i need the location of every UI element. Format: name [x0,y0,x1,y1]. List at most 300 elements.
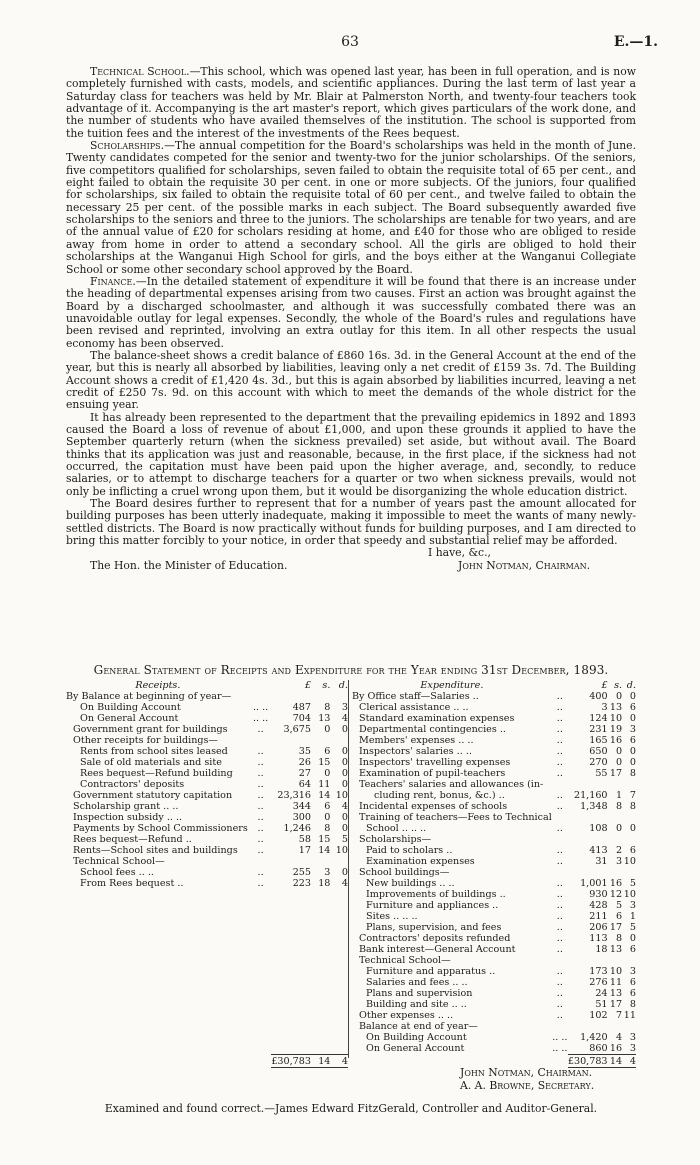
statement-row [352,702,636,713]
row-label: Rents—School sites and buildings [73,845,238,856]
row-pounds: 17 [298,845,311,856]
row-pounds: 55 [595,768,608,779]
row-shillings: 4 [615,1032,623,1043]
row-shillings: 1 [615,790,623,801]
expenditure-table [352,680,636,1068]
row-label: Members' expenses .. .. [359,735,474,746]
row-label: By Balance at beginning of year— [66,691,232,702]
spacer-row [66,900,348,911]
row-label: Sale of old materials and site [80,757,222,768]
statement-row [352,1010,636,1021]
row-shillings: 17 [609,922,623,933]
expenditure-heading: Expenditure. [420,680,484,691]
row-label: Examination of pupil-teachers [359,768,506,779]
spacer-row [66,911,348,922]
statement-row [66,702,348,713]
row-pence: 3 [629,1043,636,1054]
row-label: Other receipts for buildings— [73,735,219,746]
row-shillings [608,1021,623,1032]
row-shillings: 6 [324,801,331,812]
row-pence: 7 [629,790,636,801]
spacer-row [66,1043,348,1054]
row-leader-dots: .. [556,889,563,900]
row-leader-dots: .. .. [552,1043,568,1054]
row-leader-dots: .. .. [252,702,269,713]
row-shillings [608,867,623,878]
row-shillings: 11 [609,977,623,988]
statement-row [66,746,348,757]
row-label: Technical School— [73,856,165,867]
row-pounds: 18 [595,944,608,955]
spacer-row [66,999,348,1010]
row-pence: 10 [335,845,348,856]
statement-row [352,900,636,911]
paragraph-balance-sheet: The balance-sheet shows a credit balance of £860 16s. 3d. in the General Account at the end of the year, but this is nearly all absorbed by liabilities, leaving only a net credit of £159 3s. 7d. The Building Account shows a credit of £1,420 4s. 3d., but this is again absorbed by liabilities incurred, leaving a net credit of £250 7s. 9d. on this account with which to meet the demands of the whole district for the ensuing year. [66,348,636,412]
row-pence: 11 [623,1010,636,1021]
row-label: Paid to scholars .. [366,845,453,856]
statement-row [352,735,636,746]
row-leader-dots: .. [556,1010,563,1021]
row-pence: 5 [629,878,636,889]
row-pence: 10 [623,856,636,867]
row-pence: 8 [629,768,636,779]
row-label: Technical School— [359,955,451,966]
spacer-row [66,988,348,999]
row-label: Salaries and fees .. .. [366,977,468,988]
row-pence [622,779,636,790]
statement-row [352,757,636,768]
shillings-header: s. [322,680,331,691]
row-leader-dots [552,867,568,878]
row-pence: 0 [341,779,348,790]
statement-row [352,944,636,955]
statement-row [66,790,348,801]
total-shillings: 14 [608,1055,623,1068]
row-shillings: 8 [324,702,331,713]
row-pence [330,735,348,746]
pence-header: d. [338,680,348,691]
statement-row [352,845,636,856]
row-pounds: 124 [589,713,608,724]
spacer-row [66,977,348,988]
row-pence: 3 [629,724,636,735]
row-pounds: 21,160 [573,790,608,801]
row-leader-dots: .. [556,900,563,911]
row-leader-dots [552,779,568,790]
heading-technical-school: Technical School. [90,65,190,78]
row-shillings: 13 [609,988,623,999]
row-pounds: 24 [595,988,608,999]
row-shillings: 12 [609,889,623,900]
statement-row [352,966,636,977]
report-body [66,66,636,572]
row-label: Plans, supervision, and fees [366,922,502,933]
row-pounds [271,735,311,746]
row-shillings [608,955,623,966]
document-reference: E.—1. [613,34,658,50]
row-pounds: 930 [589,889,608,900]
row-label: Standard examination expenses [359,713,515,724]
statement-row [352,1043,636,1055]
row-pounds: 428 [589,900,608,911]
row-pence [330,691,348,702]
row-pounds: 860 [589,1043,608,1054]
statement-row [352,713,636,724]
row-leader-dots: .. [257,801,264,812]
pounds-header: £ [601,680,608,691]
row-pence: 6 [629,988,636,999]
statement-row [352,691,636,702]
row-label: On General Account [80,713,179,724]
spacer-row [66,1021,348,1032]
row-pence: 6 [629,977,636,988]
spacer-row [66,966,348,977]
row-leader-dots: .. [556,988,563,999]
row-pounds: 165 [589,735,608,746]
statement-row [352,834,636,845]
row-shillings: 0 [615,823,623,834]
total-pence: 4 [622,1055,636,1068]
row-pounds: 231 [589,724,608,735]
row-pence: 8 [629,801,636,812]
row-label: Inspection subsidy .. .. [73,812,183,823]
row-leader-dots: .. [257,867,264,878]
row-pence: 3 [341,702,348,713]
row-pounds: 173 [589,966,608,977]
paragraph-technical-school: Technical School.—This school, which was opened last year, has been in full operation, and is now completely furnished with casts, models, and scientific appliances. During the last term of last year a Saturday class for teachers was held by Mr. Blair at Palmerston North, and twenty-four teachers took advantage of it. Accompanying is the art master's report, which gives particulars of the work done, and the number of students who have availed themselves of the institution. The school is supported from the tuition fees and the interest of the investments of the Rees bequest. [66,65,636,140]
row-pounds: 413 [589,845,608,856]
row-pounds: 344 [292,801,311,812]
row-leader-dots: .. [556,724,563,735]
row-shillings: 14 [318,845,331,856]
statement-row [352,779,636,790]
row-leader-dots: .. [556,691,563,702]
row-pounds [568,867,608,878]
row-shillings: 13 [318,713,331,724]
row-leader-dots [250,856,271,867]
row-label: School buildings— [359,867,450,878]
row-leader-dots [250,735,271,746]
row-pence [622,867,636,878]
row-label: Rees bequest—Refund building [80,768,233,779]
row-shillings: 8 [615,801,623,812]
row-leader-dots: .. [556,757,563,768]
row-pounds: 206 [589,922,608,933]
row-label: School fees .. .. [80,867,154,878]
row-label: On Building Account [366,1032,467,1043]
row-leader-dots: .. [556,856,563,867]
row-label: Rents from school sites leased [80,746,228,757]
row-pence [622,1021,636,1032]
statement-row [66,691,348,702]
row-label: On General Account [366,1043,465,1054]
row-leader-dots: .. [556,977,563,988]
row-shillings: 0 [615,691,623,702]
row-pence: 6 [629,702,636,713]
receipts-heading: Receipts. [135,680,181,691]
row-leader-dots [552,955,568,966]
statement-row [352,955,636,966]
paragraph-finance: Finance.—In the detailed statement of expenditure it will be found that there is an increase under the heading of departmental expenses arising from two causes. First an action was brought against the Board by a discharged schoolmaster, and although it was successfully combated there was an unavoidable outlay for legal expenses. Secondly, the whole of the Board's rules and regulations have been revised and reprinted, involving an extra outlay for this item. In all other respects the usual economy has been observed. [66,274,636,350]
heading-scholarships: Scholarships. [90,139,165,153]
row-pounds: 3 [601,702,608,713]
statement-row [352,878,636,889]
row-leader-dots: .. [556,999,563,1010]
total-shillings: 14 [311,1054,330,1067]
row-shillings: 10 [609,713,623,724]
row-pence: 0 [341,867,348,878]
row-pence [622,955,636,966]
row-pence: 5 [341,834,348,845]
expenditure-heading-row [352,680,636,691]
expenditure-column [352,680,636,1068]
paragraph-scholarships: Scholarships.—The annual competition for the Board's scholarships was held in the month of June. Twenty candidates competed for the senior and twenty-two for the junior scholarships. Of the seniors, five competitors qualified for scholarships, seven failed to obtain the requisite total of 65 per cent., and eight failed to obtain the requisite 30 per cent. in one or more subjects. Of the juniors, four qualified for scholarships, six failed to obtain the requisite total of 60 per cent., and twelve failed to obtain the necessary 25 per cent. of the possible marks in each subject. The Board subsequently awarded five scholarships to the seniors and three to the juniors. The scholarships are tenable for two years, and are of the annual value of £20 for scholars residing at home, and £40 for those who are obliged to reside away from home in order to attend a secondary school. All the girls are obliged to hold their scholarships at the Wanganui High School for girls, and the boys either at the Wanganui Collegiate School or some other secondary school approved by the Board. [66,139,636,276]
statement-row [352,889,636,900]
row-leader-dots: .. [257,812,264,823]
row-label: Plans and supervision [366,988,473,999]
row-shillings: 8 [615,933,623,944]
auditor-certification: Examined and found correct.—James Edward FitzGerald, Controller and Auditor-General. [104,1102,598,1115]
row-leader-dots: .. [556,845,563,856]
row-pence: 0 [341,768,348,779]
row-pence: 0 [341,757,348,768]
total-pounds: £30,783 [567,1056,608,1067]
column-divider [348,680,349,1058]
row-pounds: 255 [292,867,311,878]
heading-finance: Finance. [90,274,136,288]
row-leader-dots: .. [257,845,264,856]
row-label: Bank interest—General Account [359,944,516,955]
row-leader-dots: .. [556,790,563,801]
receipts-column [66,680,348,1068]
row-pence: 0 [629,746,636,757]
row-shillings: 0 [615,757,623,768]
row-leader-dots: .. [556,944,563,955]
row-leader-dots: .. [556,735,563,746]
row-pounds: 51 [595,999,608,1010]
statement-row [352,922,636,933]
row-label: Clerical assistance .. .. [359,702,469,713]
row-label: Teachers' salaries and allowances (in- [359,779,544,790]
statement-row [352,856,636,867]
row-shillings: 14 [318,790,331,801]
row-pounds: 211 [589,911,608,922]
row-shillings: 17 [609,768,623,779]
statement-row [66,867,348,878]
addressee-line [66,560,636,572]
closing-signatory: John Notman, Chairman. [458,558,591,572]
row-pence: 0 [341,812,348,823]
statement-row [352,1032,636,1043]
row-label: Contractors' deposits [80,779,185,790]
statement-row [66,768,348,779]
row-pounds: 58 [298,834,311,845]
row-pounds: 1,246 [283,823,311,834]
row-label: Balance at end of year— [359,1021,478,1032]
statement-row [352,812,636,823]
signature-chairman: John Notman, Chairman. [460,1066,593,1079]
row-label: cluding rent, bonus, &c.) .. [374,790,505,801]
total-row [66,1054,348,1067]
row-pence: 0 [629,757,636,768]
receipts-heading-row [66,680,348,691]
row-pence [330,856,348,867]
addressee: The Hon. the Minister of Education. [90,558,288,572]
row-pounds [271,691,311,702]
row-pence: 6 [629,845,636,856]
row-shillings: 15 [318,834,331,845]
row-leader-dots: .. [556,746,563,757]
row-pence: 0 [629,713,636,724]
row-shillings: 16 [609,735,623,746]
total-pence: 4 [330,1054,348,1067]
row-shillings: 13 [609,944,623,955]
row-pence: 0 [629,691,636,702]
statement-row [352,823,636,834]
row-pounds: 650 [589,746,608,757]
spacer-row [66,1032,348,1043]
row-leader-dots [552,834,568,845]
row-pounds: 300 [292,812,311,823]
statement-title: General Statement of Receipts and Expenditure for the Year ending 31st December, 1893. [93,663,609,677]
spacer-row [66,1010,348,1021]
row-label: Examination expenses [366,856,475,867]
row-pence [622,834,636,845]
row-shillings [311,735,330,746]
row-leader-dots: .. [257,878,264,889]
row-pounds: 276 [589,977,608,988]
row-label: Incidental expenses of schools [359,801,508,812]
paragraph-building-funds: The Board desires further to represent that for a number of years past the amount allocated for building purposes has been utterly inadequate, making it impossible to meet the wants of many newly-settled districts. The Board is now practically without funds for building purposes, and I am directed to bring this matter forcibly to your notice, in order that speedy and substantial relief may be afforded. [66,497,636,548]
row-pence: 3 [629,900,636,911]
row-label: School .. .. .. [366,823,427,834]
row-shillings: 0 [324,724,331,735]
row-pence: 4 [341,878,348,889]
row-label: Government statutory capitation [73,790,233,801]
row-leader-dots: .. [257,768,264,779]
row-shillings: 13 [609,702,623,713]
row-shillings: 17 [609,999,623,1010]
row-shillings: 19 [609,724,623,735]
row-pence: 1 [629,911,636,922]
statement-row [66,779,348,790]
row-label: By Office staff—Salaries .. [352,691,479,702]
statement-row [352,801,636,812]
row-pounds: 35 [298,746,311,757]
row-label: Payments by School Commissioners [73,823,248,834]
row-pounds: 487 [292,702,311,713]
row-leader-dots: .. [556,878,563,889]
row-leader-dots: .. .. [252,713,269,724]
row-label: Inspectors' travelling expenses [359,757,511,768]
statement-row [66,856,348,867]
row-shillings [608,834,623,845]
statement-signatures [460,1066,594,1092]
row-shillings [311,856,330,867]
statement-row [352,933,636,944]
row-pounds: 23,316 [277,790,311,801]
row-pounds: 102 [589,1010,608,1021]
row-leader-dots: .. [257,724,264,735]
closing-line [66,547,636,559]
row-shillings: 0 [615,746,623,757]
statement-row [352,746,636,757]
row-pounds: 108 [589,823,608,834]
row-label: Furniture and apparatus .. [366,966,496,977]
row-shillings: 8 [324,823,331,834]
row-label: New buildings .. .. [366,878,455,889]
statement-row [352,790,636,801]
row-leader-dots [250,691,271,702]
row-shillings: 6 [615,911,623,922]
row-shillings: 5 [615,900,623,911]
statement-row [66,801,348,812]
row-leader-dots: .. [556,911,563,922]
statement-row [352,988,636,999]
row-pounds [568,1021,608,1032]
row-leader-dots: .. [556,823,563,834]
page-header [0,34,700,54]
row-shillings [608,779,623,790]
row-shillings: 11 [318,779,331,790]
row-pounds: 1,420 [580,1032,608,1043]
row-pence: 10 [623,889,636,900]
row-pounds [568,779,608,790]
row-leader-dots: .. [556,922,563,933]
row-pence: 8 [629,999,636,1010]
row-leader-dots: .. [257,790,264,801]
spacer-row [66,889,348,900]
row-leader-dots: .. [556,933,563,944]
row-leader-dots [552,812,568,823]
row-shillings: 2 [615,845,623,856]
statement-row [352,724,636,735]
row-label: Rees bequest—Refund .. [73,834,192,845]
row-shillings: 0 [324,812,331,823]
statement-row [66,735,348,746]
row-shillings: 0 [324,768,331,779]
row-pounds: 270 [589,757,608,768]
row-shillings: 7 [615,1010,623,1021]
row-pence: 6 [629,735,636,746]
row-shillings: 3 [324,867,331,878]
row-label: Furniture and appliances .. [366,900,499,911]
statement-row [352,1021,636,1032]
spacer-row [66,944,348,955]
statement-row [66,757,348,768]
row-leader-dots: .. [556,702,563,713]
row-label: Building and site .. .. [366,999,467,1010]
row-pounds: 27 [298,768,311,779]
spacer-row [66,933,348,944]
statement-row [352,911,636,922]
closing-phrase: I have, &c., [428,546,491,560]
row-pence: 0 [629,823,636,834]
statement-row [66,812,348,823]
row-label: Improvements of buildings .. [366,889,506,900]
page-number: 63 [341,34,359,50]
total-pounds: £30,783 [271,1055,311,1067]
row-pence: 0 [341,724,348,735]
row-pence: 3 [629,1032,636,1043]
row-pence [622,812,636,823]
row-pounds: 3,675 [283,724,311,735]
row-pence: 0 [341,823,348,834]
row-shillings: 15 [318,757,331,768]
row-pounds [568,955,608,966]
row-pence: 0 [341,746,348,757]
row-label: Sites .. .. .. [366,911,418,922]
